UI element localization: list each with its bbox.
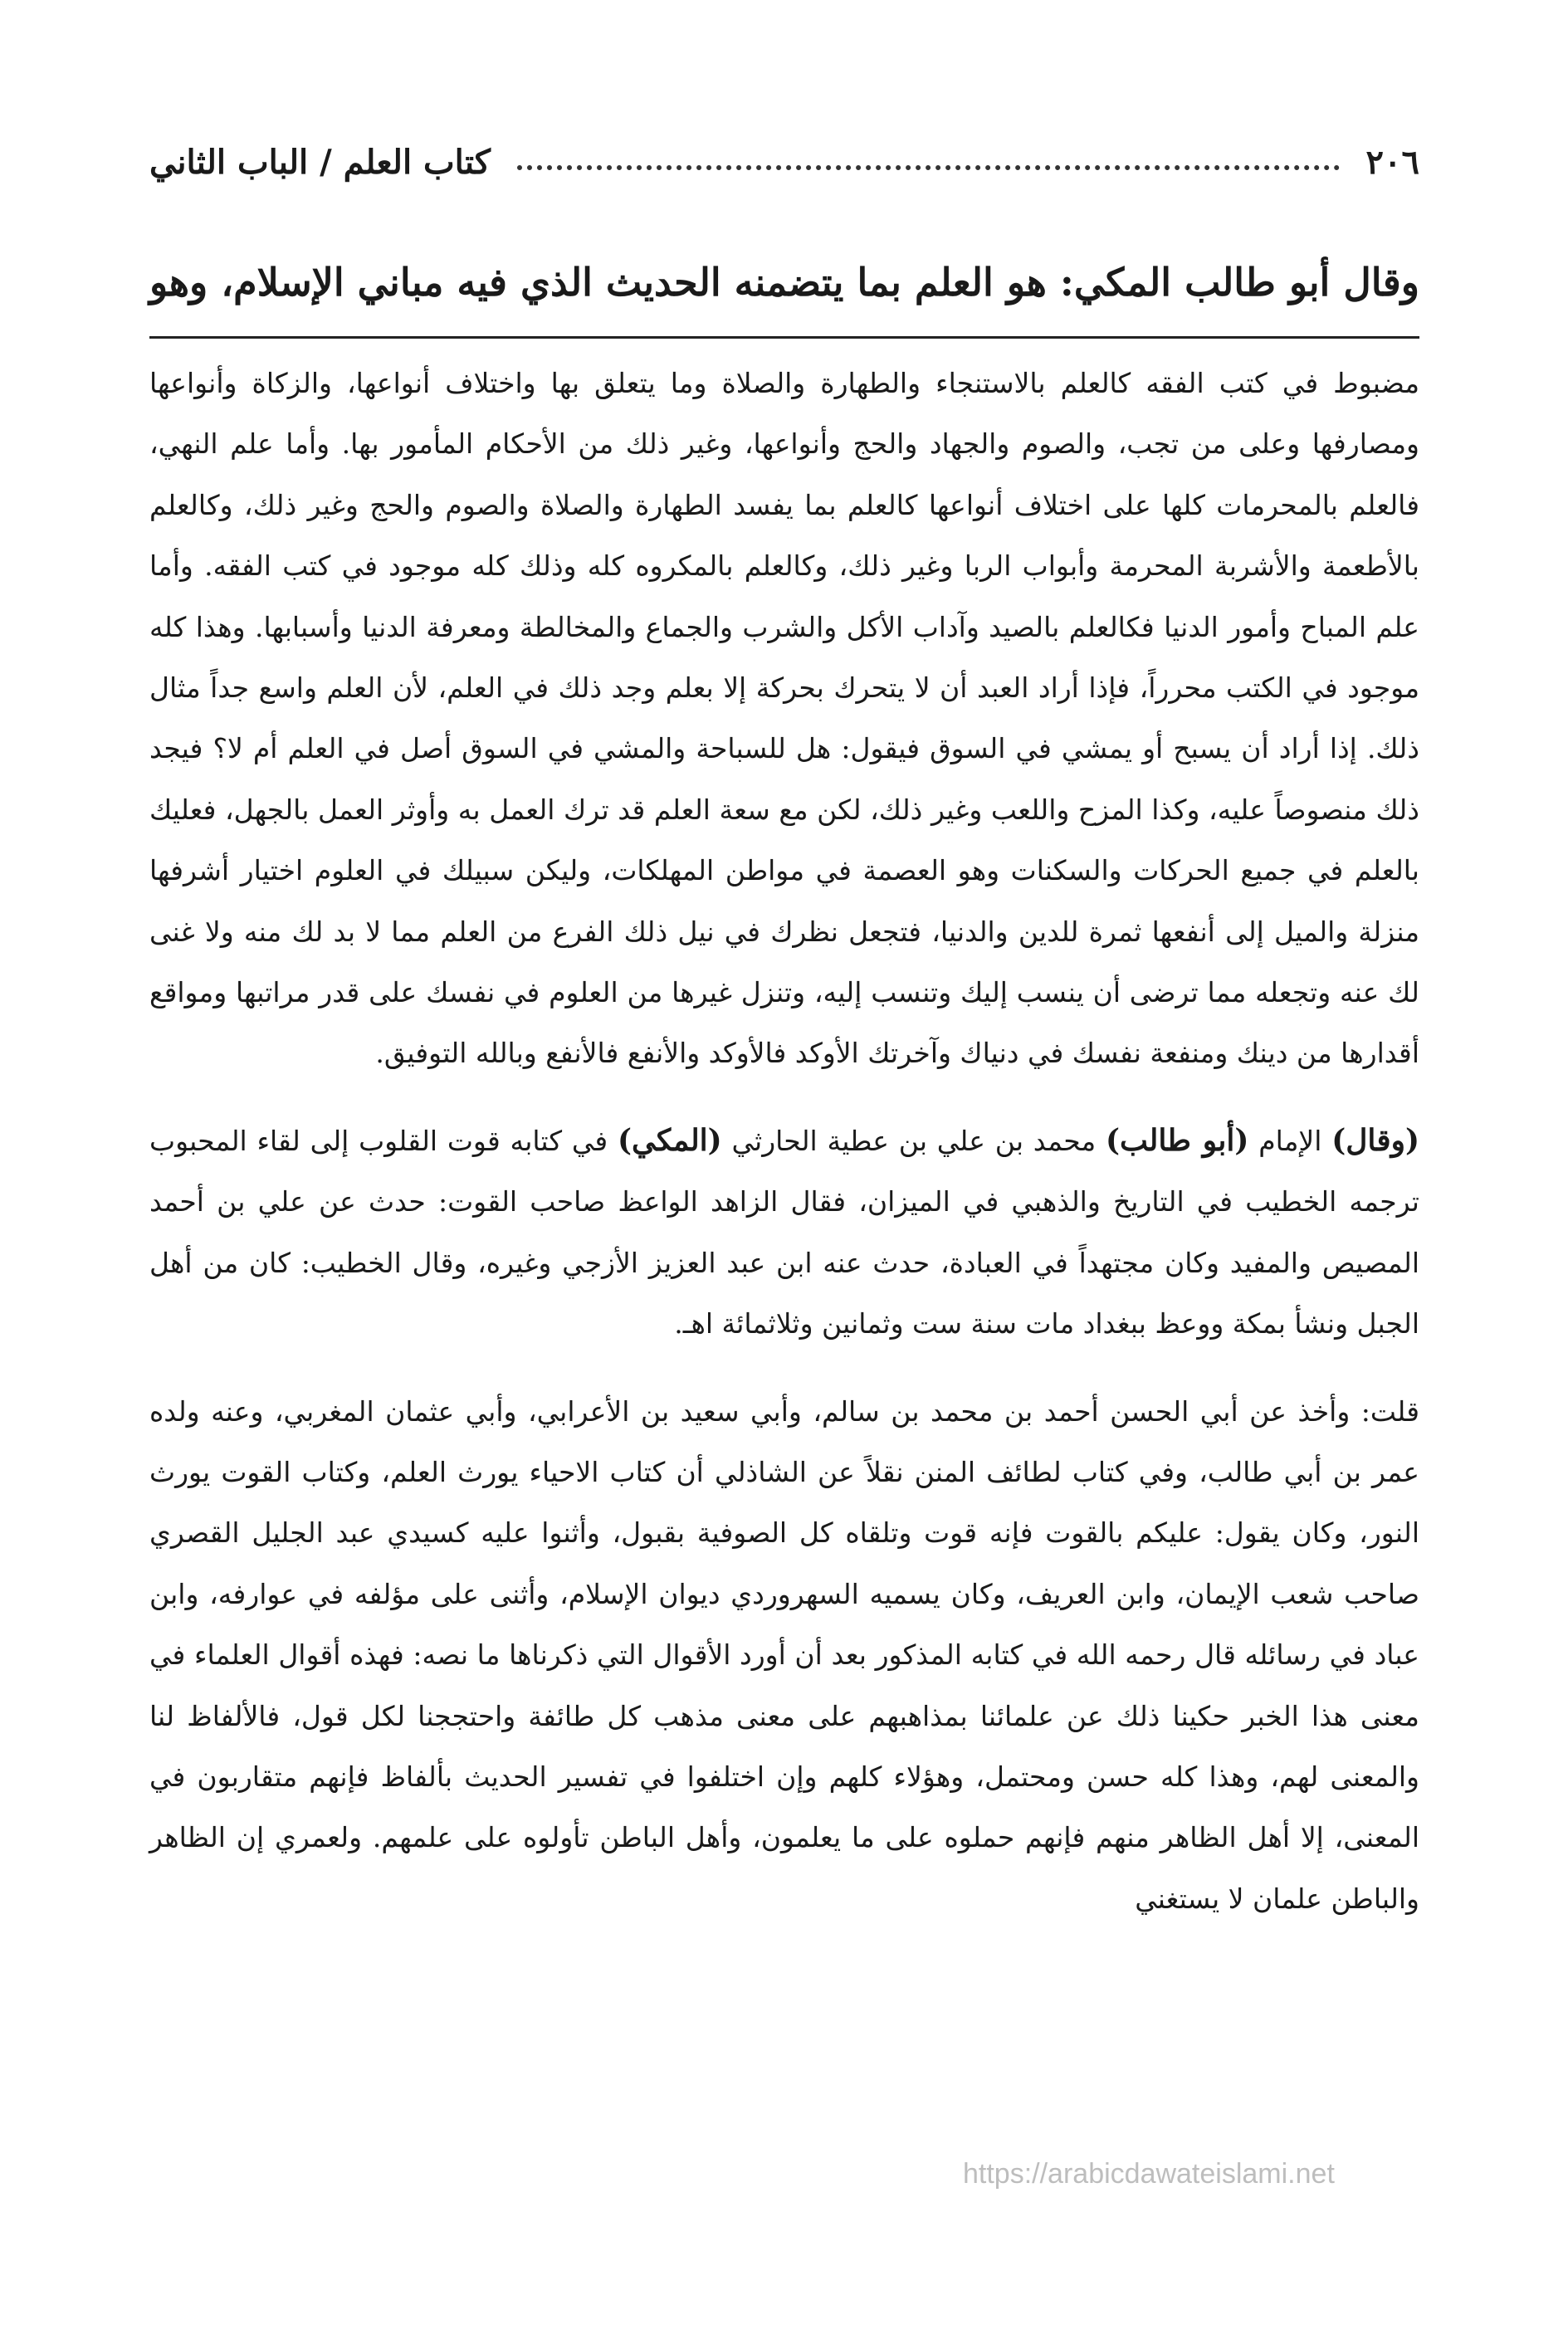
commentary-paragraph-2 [149, 1111, 1419, 1355]
commentary-paragraph-3: قلت: وأخذ عن أبي الحسن أحمد بن محمد بن سالم، وأبي سعيد بن الأعرابي، وأبي عثمان المغربي، وعنه ولده عمر بن أبي طالب، وفي كتاب لطائف المنن نقلاً عن الشاذلي أن كتاب الاحياء يورث العلم، وكتاب القوت يورث النور، وكان يقول: عليكم بالقوت فإنه قوت وتلقاه كل الصوفية بقبول، وأثنوا عليه كسيدي عبد الجليل القصري صاحب شعب الإيمان، وابن العريف، وكان يسميه السهروردي ديوان الإسلام، وأثنى على مؤلفه في عوارفه، وابن عباد في رسائله قال رحمه الله في كتابه المذكور بعد أن أورد الأقوال التي ذكرناها ما نصه: فهذه أقوال العلماء في معنى هذا الخبر حكينا ذلك عن علمائنا بمذاهبهم على معنى مذهب كل طائفة واحتججنا لكل قول، فالألفاظ لنا والمعنى لهم، وهذا كله حسن ومحتمل، وهؤلاء كلهم وإن اختلفوا في تفسير الحديث بألفاظ فإنهم متقاربون في المعنى، إلا أهل الظاهر منهم فإنهم حملوه على ما يعلمون، وأهل الباطن تأولوه على علمهم. ولعمري إن الظاهر والباطن علمان لا يستغني [149, 1394, 1420, 1915]
bold-term-abu-talib: (أبو طالب) [1105, 1122, 1249, 1158]
header-dotted-leader [517, 165, 1340, 170]
commentary-body [149, 353, 1419, 1929]
text-span: في كتابه قوت القلوب إلى لقاء المحبوب ترجمه الخطيب في التاريخ والذهبي في الميزان، فقال الزاهد الواعظ صاحب القوت: حدث عن علي بن أحمد المصيص والمفيد وكان مجتهداً في العبادة، حدث عنه ابن عبد العزيز الأزجي وغيره، وقال الخطيب: كان من أهل الجبل ونشأ بمكة ووعظ ببغداد مات سنة ست وثمانين وثلاثمائة اهـ. [149, 1124, 1419, 1340]
text-span: الإمام [1258, 1124, 1322, 1157]
header-book-title: كتاب العلم / الباب الثاني [149, 142, 491, 182]
page-number: ٢٠٦ [1365, 142, 1419, 182]
commentary-paragraph-1: مضبوط في كتب الفقه كالعلم بالاستنجاء والطهارة والصلاة وما يتعلق بها واختلاف أنواعها، والزكاة وأنواعها ومصارفها وعلى من تجب، والصوم والجهاد والحج وأنواعها، وغير ذلك من الأحكام المأمور بها. وأما علم النهي، فالعلم بالمحرمات كلها على اختلاف أنواعها كالعلم بما يفسد الطهارة والصلاة والصوم والحج وغير ذلك، وكالعلم بالأطعمة والأشربة المحرمة وأبواب الربا وغير ذلك، وكالعلم بالمكروه كله وذلك كله موجود في كتب الفقه. وأما علم المباح وأمور الدنيا فكالعلم بالصيد وآداب الأكل والشرب والجماع والمخالطة ومعرفة الدنيا وأسبابها. وهذا كله موجود في الكتب محرراً، فإذا أراد العبد أن لا يتحرك بحركة إلا بعلم وجد ذلك في العلم، لأن العلم واسع جداً مثال ذلك. إذا أراد أن يسبح أو يمشي في السوق فيقول: هل للسباحة والمشي في السوق أصل في العلم أم لا؟ فيجد ذلك منصوصاً عليه، وكذا المزح واللعب وغير ذلك، لكن مع سعة العلم قد ترك العمل به وأوثر العمل بالجهل، فعليك بالعلم في جميع الحركات والسكنات وهو العصمة في مواطن المهلكات، وليكن سبيلك في العلوم اختيار أشرفها منزلة والميل إلى أنفعها ثمرة للدين والدنيا، فتجعل نظرك في نيل ذلك الفرع من العلم مما لا بد لك منه ولا غنى لك عنه وتجعله مما ترضى أن ينسب إليك وتنسب إليه، وتنزل غيرها من العلوم في نفسك على قدر مراتبها ومواقع أقدارها من دينك ومنفعة نفسك في دنياك وآخرتك الأوكد فالأوكد والأنفع فالأنفع وبالله التوفيق. [149, 367, 1419, 1070]
bold-term-qala: (وقال) [1331, 1122, 1419, 1158]
watermark-url: https://arabicdawateislami.net [963, 2158, 1335, 2190]
text-span: محمد بن علي بن عطية الحارثي [731, 1124, 1097, 1157]
running-header [149, 133, 1419, 191]
main-text-line: وقال أبو طالب المكي: هو العلم بما يتضمنه الحديث الذي فيه مباني الإسلام، وهو [149, 260, 1419, 305]
separator-rule [149, 336, 1419, 339]
bold-term-makki: (المكي) [617, 1122, 722, 1158]
